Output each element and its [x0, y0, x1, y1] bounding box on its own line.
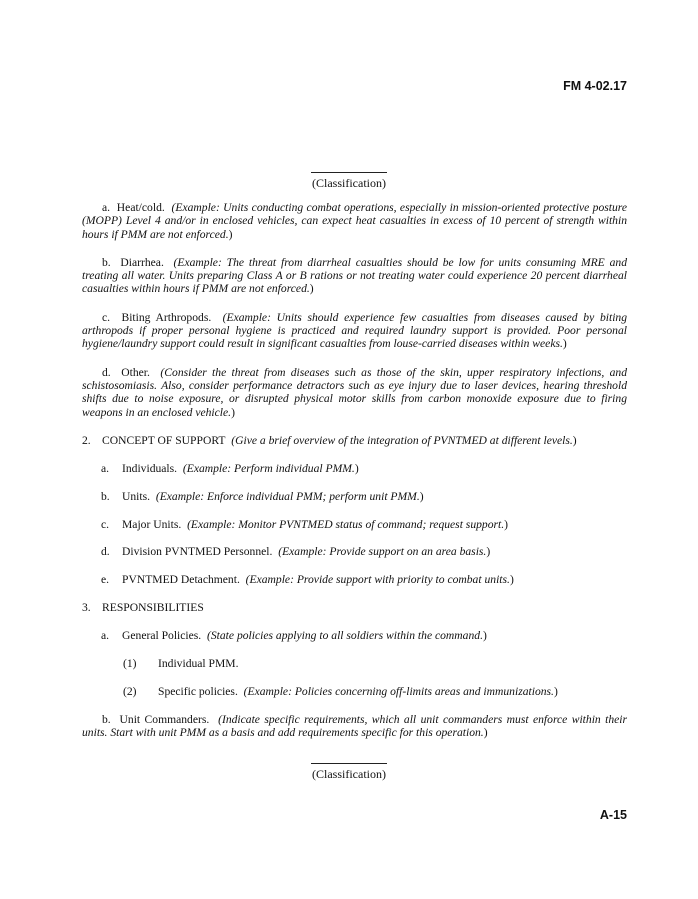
item-title: Units.	[122, 489, 151, 503]
item-example: (Example: Enforce individual PMM; perform unit PMM.	[155, 489, 420, 503]
paragraph-label: c.	[102, 310, 111, 324]
item-label: a.	[101, 461, 110, 475]
section-title: CONCEPT OF SUPPORT	[102, 433, 226, 447]
page-number: A-15	[599, 808, 627, 822]
item-note: (State policies applying to all soldiers within the command.	[207, 629, 483, 643]
item-close: )	[354, 461, 359, 475]
paragraph-label: b.	[102, 255, 111, 269]
item-title: Major Units.	[122, 517, 182, 531]
document-code: FM 4-02.17	[563, 79, 627, 93]
paragraph-close: )	[231, 405, 235, 419]
support-item-detachment	[82, 573, 627, 586]
support-item-units	[82, 490, 627, 503]
paragraph-close: )	[309, 282, 314, 296]
paragraph-example: (Example: Units should experience few casualties from diseases caused by biting arthropods if proper personal hygiene is practiced and required laundry support is provided. Poor personal hygiene/laundry support could result in significant casualties from louse-carried diseases within weeks.	[82, 310, 628, 351]
support-item-individuals	[82, 462, 627, 475]
section-note: (Give a brief overview of the integration of PVNTMED at different levels.	[231, 433, 573, 447]
item-label: c.	[101, 517, 110, 531]
item-label: e.	[101, 573, 110, 587]
classification-label: (Classification)	[312, 767, 386, 781]
item-close: )	[486, 545, 491, 559]
item-example: (Example: Provide support with priority to combat units.	[245, 573, 510, 587]
paragraph-close: )	[228, 227, 233, 241]
section-concept-of-support	[82, 434, 627, 447]
paragraph-diarrhea	[82, 256, 627, 296]
paragraph-example: (Consider the threat from diseases such as those of the skin, upper respiratory infections, and schistosomiasis. Also, consider performance detractors such as eye injury due to laser devices, hearing threshold shifts due to noise exposure, or disrupted physical motor skills from carbon monoxide exposure due to firing weapons in an enclosed vehicle.	[82, 365, 627, 419]
paragraph-close: )	[483, 726, 488, 740]
item-close: )	[509, 573, 514, 587]
item-label: d.	[101, 545, 110, 559]
paragraph-title: Unit Commanders.	[119, 712, 210, 726]
classification-rule	[311, 763, 387, 764]
paragraph-heat-cold	[82, 201, 627, 241]
subitem-label: (2)	[123, 684, 137, 698]
item-example: (Example: Monitor PVNTMED status of command; request support.	[187, 517, 505, 531]
item-title: General Policies.	[122, 629, 202, 643]
section-number: 3.	[82, 601, 91, 615]
item-close: )	[482, 629, 487, 643]
paragraph-label: a.	[102, 201, 111, 214]
paragraph-example: (Example: The threat from diarrheal casualties should be low for units consuming MRE and treating all water. Units preparing Class A or B rations or not treating water could experience 20 percent diarrheal casualties within hours if PMM are not enforced.	[82, 255, 628, 296]
subitem-example: (Example: Policies concerning off-limits areas and immunizations.	[243, 684, 554, 698]
section-title: RESPONSIBILITIES	[102, 601, 204, 615]
classification-label: (Classification)	[312, 176, 386, 190]
support-item-division-personnel	[82, 545, 627, 558]
paragraph-title: Heat/cold.	[116, 201, 165, 214]
policy-specific-policies	[82, 685, 627, 698]
item-title: Division PVNTMED Personnel.	[122, 545, 273, 559]
item-title: Individuals.	[122, 461, 178, 475]
paragraph-title: Diarrhea.	[120, 255, 164, 269]
subitem-title: Specific policies.	[158, 684, 238, 698]
subitem-label: (1)	[123, 656, 137, 670]
subitem-title: Individual PMM.	[158, 656, 239, 670]
section-note-close: )	[572, 433, 577, 447]
responsibility-general-policies	[82, 629, 627, 642]
classification-bottom	[0, 763, 698, 782]
item-example: (Example: Provide support on an area basis.	[278, 545, 487, 559]
section-number: 2.	[82, 433, 91, 447]
item-close: )	[504, 517, 509, 531]
item-label: a.	[101, 629, 110, 643]
item-example: (Example: Perform individual PMM.	[182, 461, 355, 475]
responsibility-unit-commanders	[82, 713, 627, 740]
subitem-close: )	[553, 684, 558, 698]
support-item-major-units	[82, 518, 627, 531]
document-body	[82, 201, 627, 754]
paragraph-title: Biting Arthropods.	[121, 310, 212, 324]
classification-top	[0, 172, 698, 191]
paragraph-close: )	[562, 337, 567, 351]
paragraph-biting-arthropods	[82, 311, 627, 351]
paragraph-example: (Example: Units conducting combat operations, especially in mission-oriented protective posture (MOPP) Level 4 and/or in enclosed vehicles, can expect heat casualties in excess of 10 percent of strength within hours if PMM are not enforced.	[82, 201, 627, 241]
paragraph-note: (Indicate specific requirements, which all unit commanders must enforce within their units. Start with unit PMM as a basis and add requirements specific for this operation.	[82, 712, 628, 740]
policy-individual-pmm	[82, 657, 627, 670]
section-responsibilities	[82, 601, 627, 614]
item-title: PVNTMED Detachment.	[122, 573, 240, 587]
paragraph-label: d.	[102, 365, 111, 379]
item-label: b.	[101, 489, 110, 503]
classification-rule	[311, 172, 387, 173]
item-close: )	[419, 489, 424, 503]
paragraph-other	[82, 366, 627, 419]
paragraph-title: Other.	[121, 365, 150, 379]
paragraph-label: b.	[102, 712, 111, 726]
